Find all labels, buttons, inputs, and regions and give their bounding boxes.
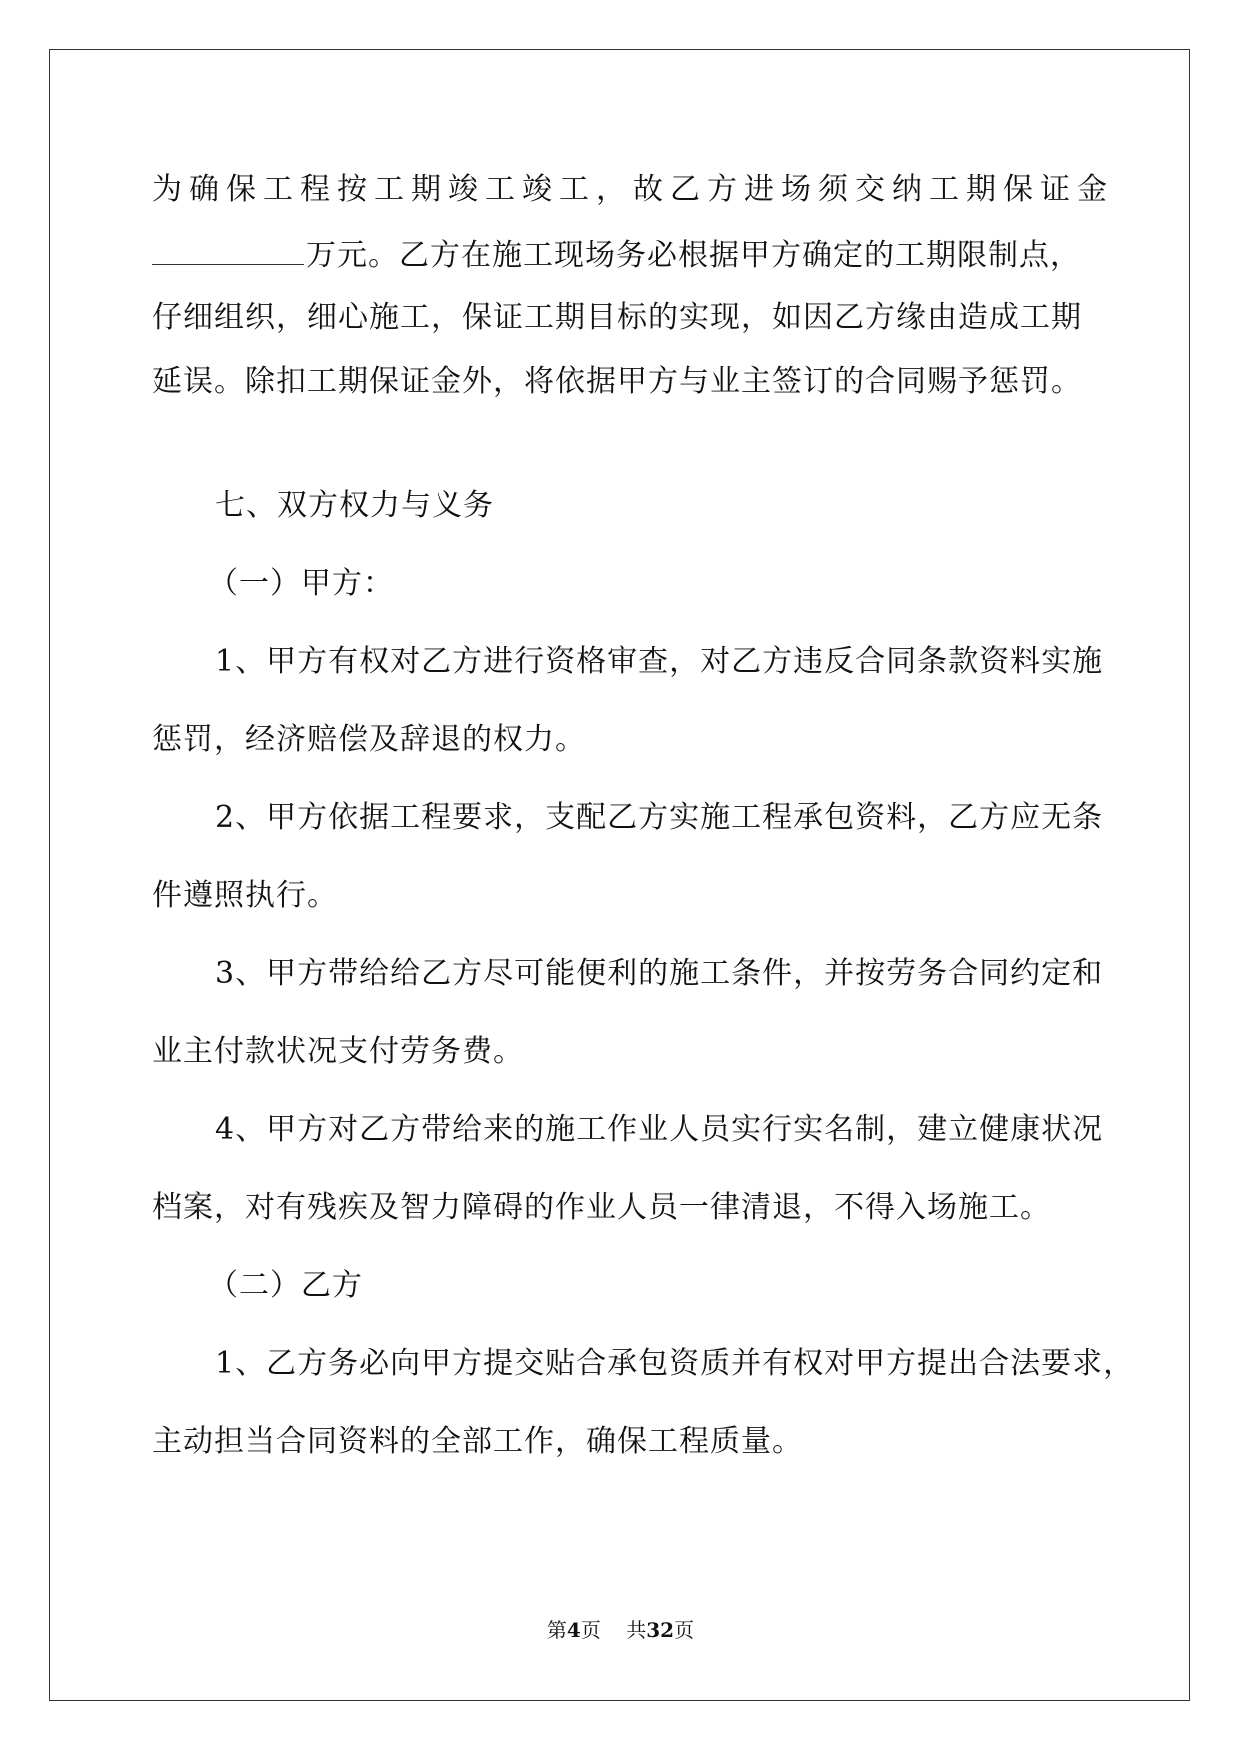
subsection-heading-party-b: （二）乙方	[208, 1268, 363, 1303]
clause-b1-line-1: 1、乙方务必向甲方提交贴合承包资质并有权对甲方提出合法要求，	[215, 1346, 1135, 1381]
clause-a4-line-2: 档案，对有残疾及智力障碍的作业人员一律清退，不得入场施工。	[152, 1190, 1051, 1225]
blank-amount-field	[152, 234, 304, 265]
body-line-2-text: 万元。乙方在施工现场务必根据甲方确定的工期限制点，	[306, 238, 1081, 273]
clause-a1-line-1: 1、甲方有权对乙方进行资格审查，对乙方违反合同条款资料实施	[215, 644, 1104, 679]
subsection-heading-party-a: （一）甲方：	[208, 566, 394, 601]
clause-a3-line-2: 业主付款状况支付劳务费。	[152, 1034, 524, 1069]
body-line-3: 仔细组织，细心施工，保证工期目标的实现，如因乙方缘由造成工期	[152, 300, 1082, 335]
clause-a3-line-1: 3、甲方带给给乙方尽可能便利的施工条件，并按劳务合同约定和	[215, 956, 1104, 991]
clause-b1-line-2: 主动担当合同资料的全部工作，确保工程质量。	[152, 1424, 803, 1459]
page-footer	[0, 1618, 1241, 1642]
clause-a1-line-2: 惩罚，经济赔偿及辞退的权力。	[152, 722, 586, 757]
body-line-2	[152, 234, 1092, 276]
body-line-4: 延误。除扣工期保证金外，将依据甲方与业主签订的合同赐予惩罚。	[152, 364, 1082, 399]
body-line-1: 为确保工程按工期竣工竣工，故乙方进场须交纳工期保证金	[152, 172, 1114, 207]
page-suffix: 页	[580, 1618, 601, 1642]
total-suffix: 页	[674, 1618, 695, 1642]
page-number: 4	[566, 1618, 581, 1642]
total-prefix: 共	[626, 1618, 647, 1642]
clause-a2-line-2: 件遵照执行。	[152, 878, 338, 913]
page-prefix: 第	[546, 1618, 567, 1642]
total-pages: 32	[646, 1618, 675, 1642]
section-heading-7: 七、双方权力与义务	[215, 488, 494, 523]
clause-a4-line-1: 4、甲方对乙方带给来的施工作业人员实行实名制，建立健康状况	[215, 1112, 1104, 1147]
clause-a2-line-1: 2、甲方依据工程要求，支配乙方实施工程承包资料，乙方应无条	[215, 800, 1104, 835]
